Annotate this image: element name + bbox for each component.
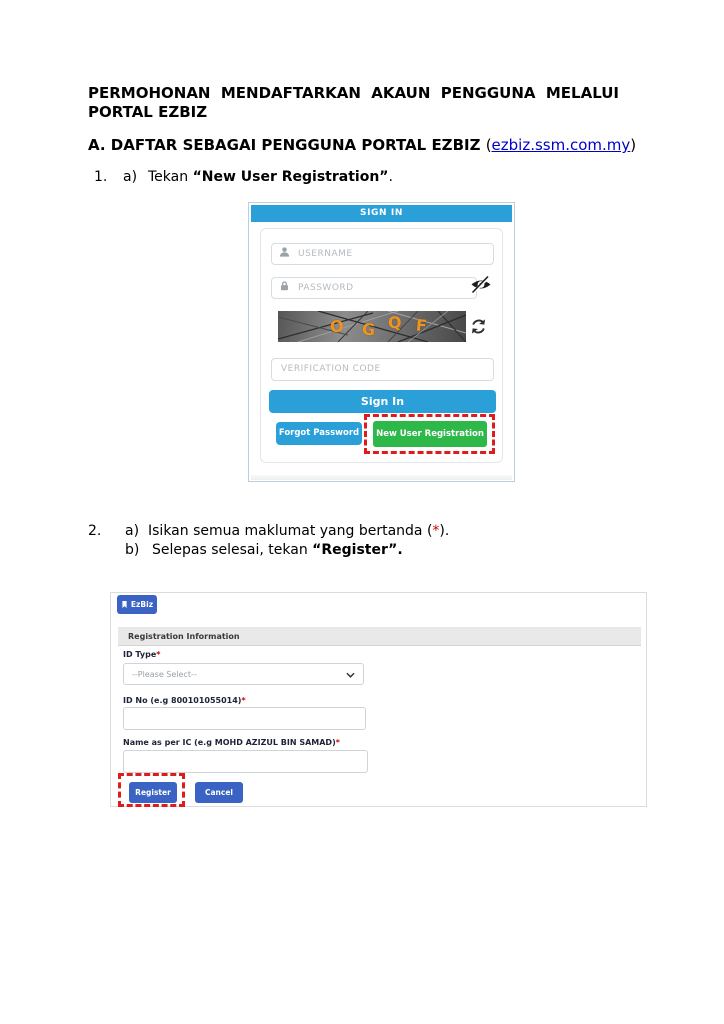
name-label-text: Name as per IC (e.g MOHD AZIZUL BIN SAMAD) bbox=[123, 738, 336, 747]
step1-number: 1. bbox=[94, 169, 108, 185]
signin-header: SIGN IN bbox=[251, 205, 512, 222]
id-no-label-text: ID No (e.g 800101055014) bbox=[123, 696, 242, 705]
name-as-per-ic-field[interactable] bbox=[123, 750, 368, 773]
step2a-letter: a) bbox=[125, 523, 140, 539]
section-a-heading-text: A. DAFTAR SEBAGAI PENGGUNA PORTAL EZBIZ bbox=[88, 136, 486, 154]
name-as-per-ic-label bbox=[123, 738, 340, 747]
document-title-line2: PORTAL EZBIZ bbox=[88, 103, 208, 121]
document-title bbox=[88, 84, 619, 122]
signin-screenshot bbox=[248, 202, 515, 482]
ezbiz-tab-label: EzBiz bbox=[130, 600, 154, 609]
ezbiz-tab[interactable] bbox=[117, 595, 157, 614]
step2a-required-star: * bbox=[432, 523, 440, 539]
captcha-image bbox=[278, 311, 466, 342]
person-icon bbox=[279, 247, 290, 258]
step1-text bbox=[148, 168, 393, 186]
step2b-text-bold: “Register”. bbox=[312, 542, 403, 558]
verification-field[interactable] bbox=[271, 356, 494, 379]
section-a-open-paren: ( bbox=[485, 136, 492, 154]
id-no-required-star: * bbox=[241, 696, 246, 705]
section-a-close-paren: ) bbox=[630, 136, 637, 154]
register-button[interactable]: Register bbox=[129, 782, 177, 803]
signin-card bbox=[260, 228, 503, 463]
signin-footer-strip bbox=[251, 475, 512, 480]
step1-text-bold: “New User Registration” bbox=[192, 169, 389, 185]
step2b-letter: b) bbox=[125, 542, 140, 558]
step2b-text bbox=[152, 541, 403, 559]
step2a-text-pre: Isikan semua maklumat yang bertanda ( bbox=[148, 523, 433, 539]
step2-number: 2. bbox=[88, 523, 102, 539]
id-type-label-text: ID Type bbox=[123, 650, 157, 659]
verification-input[interactable] bbox=[271, 358, 494, 381]
password-field[interactable] bbox=[271, 275, 477, 297]
eye-slash-icon[interactable] bbox=[469, 275, 493, 294]
section-a-heading bbox=[88, 136, 636, 154]
bookmark-icon bbox=[121, 600, 128, 609]
step2a-text-post: ). bbox=[439, 523, 450, 539]
id-type-label bbox=[123, 650, 160, 659]
sign-in-button[interactable]: Sign In bbox=[269, 390, 496, 413]
username-field[interactable] bbox=[271, 241, 494, 263]
id-no-field[interactable] bbox=[123, 707, 366, 730]
captcha-char-2: G bbox=[361, 319, 376, 340]
captcha-char-4: F bbox=[415, 315, 428, 336]
chevron-down-icon bbox=[346, 672, 355, 678]
id-no-label bbox=[123, 696, 246, 705]
id-no-input[interactable] bbox=[124, 710, 365, 731]
step1-text-post: . bbox=[388, 169, 393, 185]
username-input[interactable] bbox=[271, 243, 494, 265]
captcha-char-1: O bbox=[329, 316, 345, 337]
ezbiz-portal-link[interactable]: ezbiz.ssm.com.my bbox=[491, 136, 631, 154]
step2a-text bbox=[148, 522, 449, 540]
name-as-per-ic-input[interactable] bbox=[124, 753, 367, 774]
cancel-button[interactable]: Cancel bbox=[195, 782, 243, 803]
name-required-star: * bbox=[335, 738, 340, 747]
refresh-icon[interactable] bbox=[470, 318, 487, 335]
captcha-char-3: Q bbox=[387, 312, 403, 333]
new-user-registration-button[interactable]: New User Registration bbox=[373, 421, 487, 447]
password-input[interactable] bbox=[271, 277, 477, 299]
forgot-password-button[interactable]: Forgot Password bbox=[276, 422, 362, 445]
registration-information-header: Registration Information bbox=[118, 627, 641, 646]
registration-screenshot bbox=[110, 592, 647, 807]
step1-letter: a) bbox=[123, 169, 138, 185]
id-type-select[interactable] bbox=[123, 663, 364, 685]
step1-text-pre: Tekan bbox=[148, 169, 193, 185]
step2b-text-pre: Selepas selesai, tekan bbox=[152, 542, 313, 558]
document-title-line1: PERMOHONAN MENDAFTARKAN AKAUN PENGGUNA MELALUI bbox=[88, 84, 619, 102]
lock-icon bbox=[279, 281, 290, 292]
id-type-select-value: --Please Select-- bbox=[132, 670, 197, 679]
id-type-required-star: * bbox=[156, 650, 161, 659]
